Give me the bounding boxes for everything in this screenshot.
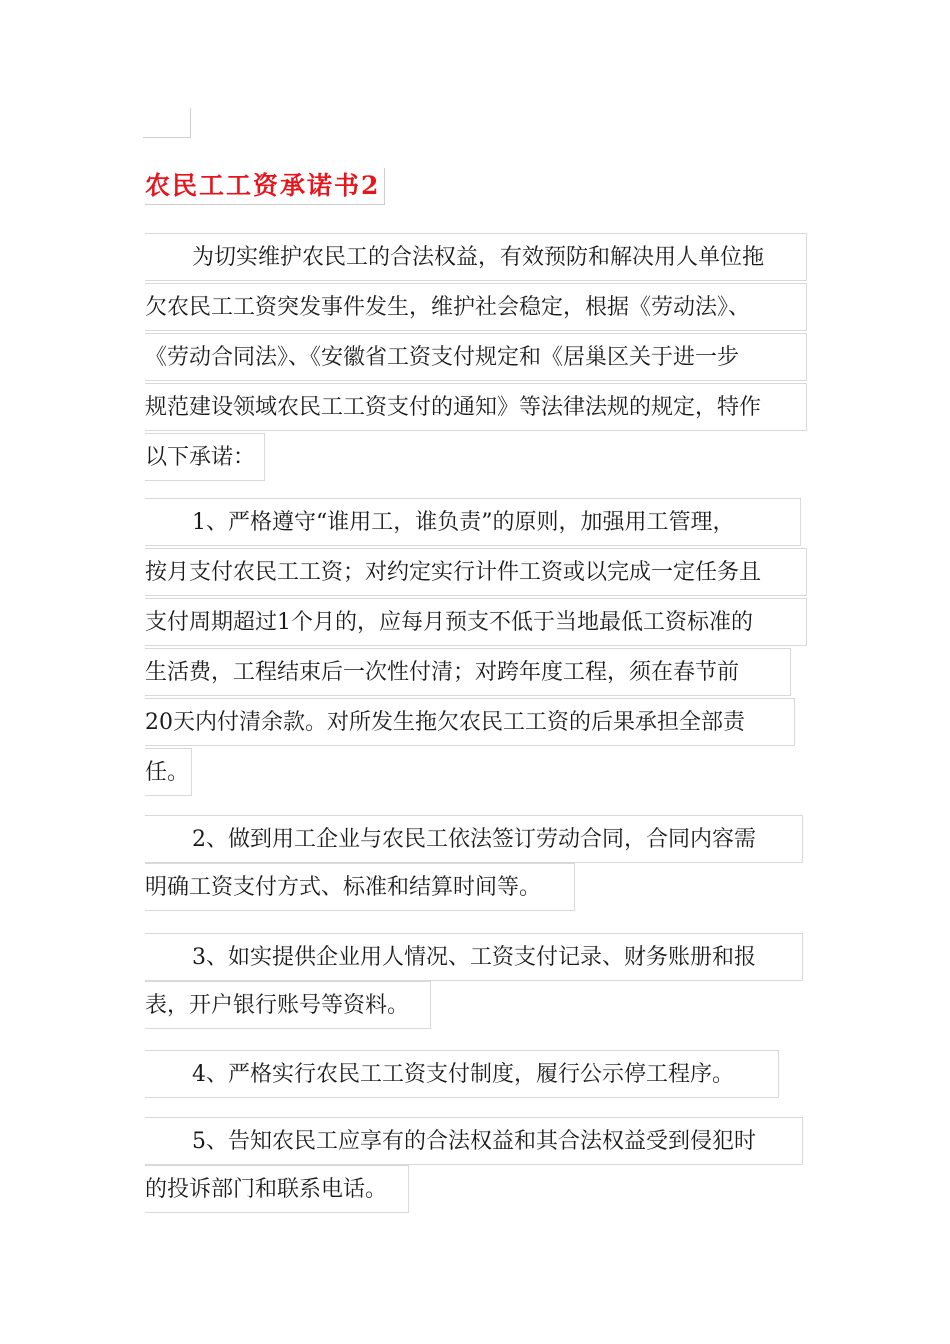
item-3-line-1: 3、如实提供企业用人情况、工资支付记录、财务账册和报 [145, 933, 803, 981]
item-2-line-2: 明确工资支付方式、标准和结算时间等。 [145, 863, 575, 911]
item-4-line-1: 4、严格实行农民工工资支付制度，履行公示停工程序。 [145, 1050, 779, 1098]
item-1-line-3: 支付周期超过1个月的，应每月预支不低于当地最低工资标准的 [145, 598, 807, 646]
paragraph-intro-line-5: 以下承诺： [145, 433, 265, 481]
document-title: 农民工工资承诺书2 [145, 168, 385, 205]
paragraph-intro-line-3: 《劳动合同法》、《安徽省工资支付规定和《居巢区关于进一步 [145, 333, 807, 381]
item-3-line-2: 表，开户银行账号等资料。 [145, 981, 431, 1029]
paragraph-intro-line-4: 规范建设领域农民工工资支付的通知》等法律法规的规定，特作 [145, 383, 807, 431]
item-1-line-1: 1、严格遵守“谁用工，谁负责”的原则，加强用工管理， [145, 498, 801, 546]
item-1-line-4: 生活费，工程结束后一次性付清；对跨年度工程，须在春节前 [145, 648, 791, 696]
item-2-line-1: 2、做到用工企业与农民工依法签订劳动合同，合同内容需 [145, 815, 803, 863]
item-1-line-6: 任。 [145, 748, 192, 796]
item-5-line-1: 5、告知农民工应享有的合法权益和其合法权益受到侵犯时 [145, 1117, 803, 1165]
item-5-line-2: 的投诉部门和联系电话。 [145, 1165, 409, 1213]
item-1-line-5: 20天内付清余款。对所发生拖欠农民工工资的后果承担全部责 [145, 698, 795, 746]
item-1-line-2: 按月支付农民工工资；对约定实行计件工资或以完成一定任务且 [145, 548, 807, 596]
paragraph-intro-line-1: 为切实维护农民工的合法权益，有效预防和解决用人单位拖 [145, 233, 807, 281]
header-corner-mark [143, 108, 191, 138]
paragraph-intro-line-2: 欠农民工工资突发事件发生，维护社会稳定，根据《劳动法》、 [145, 283, 807, 331]
